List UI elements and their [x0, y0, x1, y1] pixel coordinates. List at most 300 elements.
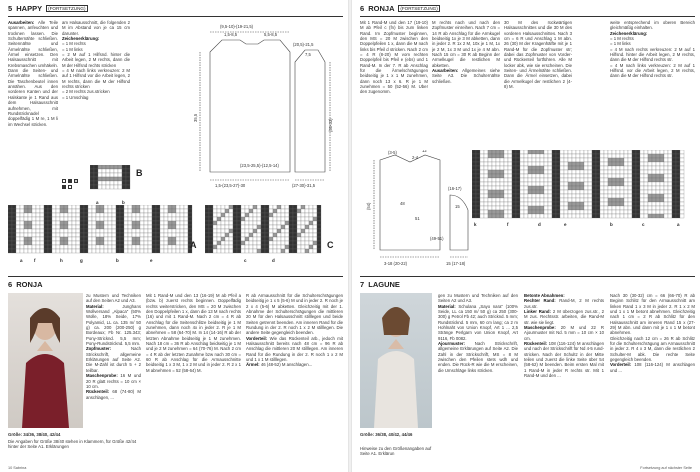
chart-cell [600, 194, 604, 198]
chart-cell [84, 233, 88, 237]
chart-cell [568, 178, 572, 182]
chart-cell [508, 178, 512, 182]
chart-cell [612, 158, 616, 162]
chart-cell [84, 249, 88, 253]
chart-cell [237, 225, 241, 229]
chart-cell [604, 206, 608, 210]
chart-cell [520, 178, 524, 182]
chart-cell [576, 194, 580, 198]
chart-cell [604, 150, 608, 154]
chart-cell [265, 241, 269, 245]
chart-cell [680, 154, 684, 158]
chart-cell [640, 182, 644, 186]
chart-cell [164, 233, 168, 237]
paragraph-text: Junghans Wollversand „Alpaca" (50% Wolle, 18% Seide, 17% Polyamid, LL ca. 135 m/ 50 g) ca. 200 (200-250) g Bordeaux; Fb Nr. 125.343; Pony-Stricknd. 5,5 mm; Pony-Rundstricknd. 5,5 mm. [86, 303, 141, 347]
chart-cell [180, 249, 184, 253]
chart-cell [273, 233, 277, 237]
chart-cell [616, 214, 620, 218]
chart-cell [640, 190, 644, 194]
chart-cell [628, 202, 632, 206]
chart-cell [544, 162, 548, 166]
chart-cell [172, 233, 176, 237]
chart-cell [241, 229, 245, 233]
chart-cell [504, 174, 508, 178]
chart-cell [297, 209, 301, 213]
chart-cell [660, 174, 664, 178]
chart-cell [584, 170, 588, 174]
chart-cell [28, 221, 32, 225]
chart-cell [512, 166, 516, 170]
chart-cell [624, 214, 628, 218]
chart-cell [269, 225, 273, 229]
chart-cell [180, 209, 184, 213]
chart-cell [528, 174, 532, 178]
paragraph-text: = 1 M links [610, 41, 631, 47]
chart-cell [12, 213, 16, 217]
paragraph-text: gen zu Mustern und Techniken auf den Seiten A2 und A3. [438, 293, 518, 304]
chart-cell [253, 225, 257, 229]
chart-cell [116, 221, 120, 225]
chart-cell [108, 233, 112, 237]
size-note: Die Angaben für Größe 38/40 stehen in Klammern, für Größe 42/44 hinter der Seite A1. Erklärungen [8, 439, 137, 450]
paragraph-text: 30 M des rückwärtigen Halsausschnittes und die 30 M des vorderen Halsausschnittes. Nach 3 cm = 6 R und Anschlag 1 M abn. 26 (30) M der Kragenhälfte mit je 1 Rand-M für die Zopfmuster str; dabei das Zopfmuster von Vorder- und Rückenteil fortführen. Alle M locker abk, wie sie erscheinen. Die Seiten- und Ärmelnähte schließen. Dann die Ärmel einsetzen, dabei die Armelkugel der restlichen 2 (4-8) M. [504, 20, 572, 90]
chart-cell [652, 150, 656, 154]
chart-cell [96, 205, 100, 209]
chart-cell [180, 245, 184, 249]
chart-cell [80, 209, 84, 213]
chart-pointer-label: f [34, 258, 36, 263]
chart-cell [164, 225, 168, 229]
chart-cell [636, 182, 640, 186]
chart-cell [52, 241, 56, 245]
chart-cell [592, 150, 596, 154]
chart-cell [580, 182, 584, 186]
chart-cell [94, 169, 98, 173]
chart-cell [313, 249, 317, 253]
chart-cell [132, 249, 136, 253]
chart-cell [568, 182, 572, 186]
chart-cell [104, 221, 108, 225]
chart-cell [233, 249, 237, 253]
chart-cell [560, 198, 564, 202]
chart-cell [476, 186, 480, 190]
chart-cell [285, 245, 289, 249]
chart-cell [180, 221, 184, 225]
chart-cell [317, 221, 321, 225]
chart-cell [52, 217, 56, 221]
chart-cell [98, 165, 102, 169]
chart-cell [672, 170, 676, 174]
chart-cell [548, 186, 552, 190]
chart-cell [600, 154, 604, 158]
chart-cell [660, 186, 664, 190]
chart-cell [148, 249, 152, 253]
chart-cell [588, 162, 592, 166]
chart-cell [536, 162, 540, 166]
chart-cell [144, 209, 148, 213]
chart-cell [273, 249, 277, 253]
chart-cell [536, 154, 540, 158]
chart-cell [68, 209, 72, 213]
chart-cell [180, 229, 184, 233]
chart-cell [544, 210, 548, 214]
chart-cell [536, 206, 540, 210]
chart-cell [484, 174, 488, 178]
chart-cell [664, 170, 668, 174]
chart-cell [122, 177, 126, 181]
chart-cell [652, 194, 656, 198]
chart-cell [556, 166, 560, 170]
chart-cell [152, 233, 156, 237]
chart-cell [100, 249, 104, 253]
chart-cell [160, 245, 164, 249]
chart-cell [217, 249, 221, 253]
chart-cell [636, 150, 640, 154]
section-header [8, 280, 43, 289]
chart-cell [72, 213, 76, 217]
paragraph-heading: Ärmel: [246, 362, 260, 368]
chart-cell [608, 154, 612, 158]
chart-cell [293, 205, 297, 209]
text-column [432, 20, 500, 155]
chart-cell [317, 233, 321, 237]
paragraph [8, 20, 58, 127]
chart-cell [156, 241, 160, 245]
chart-cell [140, 237, 144, 241]
chart-cell [80, 237, 84, 241]
chart-cell [92, 229, 96, 233]
chart-cell [676, 186, 680, 190]
chart-cell [24, 221, 28, 225]
chart-cell [588, 166, 592, 170]
chart-cell [241, 241, 245, 245]
chart-cell [16, 221, 20, 225]
chart-cell [572, 150, 576, 154]
paragraph-heading: Vorderteil: [246, 335, 268, 341]
chart-cell [504, 154, 508, 158]
chart-cell [472, 202, 476, 206]
chart-cell [64, 213, 68, 217]
chart-cell [516, 166, 520, 170]
chart-cell [104, 229, 108, 233]
chart-cell [90, 165, 94, 169]
chart-cell [277, 205, 281, 209]
chart-cell [564, 178, 568, 182]
chart-cell [257, 221, 261, 225]
chart-cell [584, 150, 588, 154]
chart-cell [289, 241, 293, 245]
chart-cell [96, 213, 100, 217]
chart-cell [84, 217, 88, 221]
chart-cell [92, 249, 96, 253]
chart-cell [556, 158, 560, 162]
chart-cell [305, 237, 309, 241]
chart-cell [313, 245, 317, 249]
chart-cell [496, 198, 500, 202]
chart-cell [20, 245, 24, 249]
chart-cell [504, 202, 508, 206]
chart-cell [624, 194, 628, 198]
chart-cell [88, 205, 92, 209]
chart-cell [56, 237, 60, 241]
chart-cell [552, 170, 556, 174]
chart-cell [620, 166, 624, 170]
chart-cell [680, 198, 684, 202]
chart-cell [184, 225, 188, 229]
chart-cell [265, 225, 269, 229]
chart-cell [172, 213, 176, 217]
chart-cell [620, 150, 624, 154]
chart-cell [309, 221, 313, 225]
paragraph-text: Allgemeines siehe Seite A3. Die Schulternähte schließen. [432, 68, 500, 84]
dimension-label: 12 [422, 150, 427, 153]
chart-cell [225, 229, 229, 233]
chart-cell [72, 249, 76, 253]
chart-cell [548, 154, 552, 158]
chart-cell [233, 217, 237, 221]
chart-cell [28, 209, 32, 213]
paragraph [432, 20, 500, 68]
chart-cell [269, 205, 273, 209]
chart-cell [72, 225, 76, 229]
chart-cell [488, 178, 492, 182]
chart-cell [233, 221, 237, 225]
chart-cell [520, 166, 524, 170]
chart-cell [132, 225, 136, 229]
chart-cell [229, 241, 233, 245]
chart-cell [628, 170, 632, 174]
chart-cell [600, 170, 604, 174]
chart-cell [281, 209, 285, 213]
chart-cell [636, 210, 640, 214]
chart-cell [261, 205, 265, 209]
chart-cell [612, 202, 616, 206]
chart-cell [245, 229, 249, 233]
chart-cell [544, 150, 548, 154]
chart-cell [114, 173, 118, 177]
chart-cell [126, 181, 130, 185]
chart-cell [108, 205, 112, 209]
chart-cell [233, 241, 237, 245]
chart-cell [656, 166, 660, 170]
chart-cell [305, 217, 309, 221]
chart-cell [488, 170, 492, 174]
chart-cell [249, 225, 253, 229]
chart-cell [20, 249, 24, 253]
chart-cell [636, 166, 640, 170]
chart-cell [209, 241, 213, 245]
chart-pointer-label: c [244, 258, 247, 263]
chart-cell [508, 150, 512, 154]
chart-cell [476, 194, 480, 198]
size-value: 36/38, 40/42, 44/46 [375, 432, 413, 437]
chart-cell [592, 174, 596, 178]
chart-cell [552, 198, 556, 202]
chart-cell [285, 213, 289, 217]
chart-cell [126, 165, 130, 169]
chart-cell [580, 206, 584, 210]
paragraph [86, 293, 141, 304]
chart-cell [484, 158, 488, 162]
chart-cell [48, 233, 52, 237]
chart-cell [176, 245, 180, 249]
model-photo [360, 293, 432, 428]
chart-cell [628, 186, 632, 190]
chart-cell [188, 229, 192, 233]
chart-cell [118, 181, 122, 185]
chart-pointer-label: d [538, 222, 541, 227]
chart-cell [680, 182, 684, 186]
chart-cell [492, 206, 496, 210]
chart-cell [592, 198, 596, 202]
dimension-label: 35,5 [193, 113, 198, 122]
chart-cell [209, 217, 213, 221]
chart-cell [612, 170, 616, 174]
chart-cell [648, 154, 652, 158]
chart-cell [213, 213, 217, 217]
chart-cell [520, 158, 524, 162]
paragraph [62, 20, 130, 36]
dimension-label: 2-4 [412, 155, 419, 160]
chart-cell [44, 245, 48, 249]
chart-cell [293, 229, 297, 233]
chart-cell [225, 233, 229, 237]
chart-cell [492, 178, 496, 182]
chart-cell [120, 221, 124, 225]
chart-cell [624, 170, 628, 174]
chart-cell [176, 217, 180, 221]
chart-cell [548, 198, 552, 202]
chart-cell [241, 209, 245, 213]
chart-cell [188, 209, 192, 213]
chart-cell [257, 241, 261, 245]
chart-cell [612, 186, 616, 190]
chart-cell [112, 205, 116, 209]
chart-cell [520, 174, 524, 178]
chart-cell [88, 229, 92, 233]
chart-cell [472, 214, 476, 218]
chart-cell [512, 214, 516, 218]
chart-cell [656, 150, 660, 154]
paragraph-heading: Material: [438, 303, 456, 309]
paragraph-text: = 2 M auf 1 Hilfsnd. hinter die Arbeit legen, 2 M rechts, dann die M der Hilfsnd rechts stricken [62, 52, 130, 68]
chart-cell [508, 202, 512, 206]
header-rule [360, 16, 695, 17]
chart-cell [60, 233, 64, 237]
chart-cell [628, 190, 632, 194]
chart-cell [504, 178, 508, 182]
chart-cell [289, 217, 293, 221]
chart-cell [636, 190, 640, 194]
chart-cell [110, 169, 114, 173]
chart-cell [576, 162, 580, 166]
chart-cell [305, 249, 309, 253]
chart-cell [616, 182, 620, 186]
chart-cell [576, 198, 580, 202]
chart-cell [297, 245, 301, 249]
chart-cell [24, 245, 28, 249]
chart-cell [520, 150, 524, 154]
chart-cell [132, 213, 136, 217]
chart-cell [524, 182, 528, 186]
chart-cell [269, 213, 273, 217]
chart-cell [176, 213, 180, 217]
chart-cell [524, 158, 528, 162]
chart-cell [472, 150, 476, 154]
chart-cell [616, 166, 620, 170]
chart-cell [660, 182, 664, 186]
chart-cell [584, 162, 588, 166]
chart-cell [90, 177, 94, 181]
chart-cell [116, 229, 120, 233]
chart-cell [277, 233, 281, 237]
pattern-number: 7 [360, 280, 365, 289]
chart-cell [94, 185, 98, 189]
chart-cell [612, 178, 616, 182]
chart-cell [245, 241, 249, 245]
chart-cell [305, 209, 309, 213]
chart-cell [209, 237, 213, 241]
chart-cell [60, 237, 64, 241]
chart-cell [596, 154, 600, 158]
chart-cell [225, 241, 229, 245]
chart-cell [44, 249, 48, 253]
chart-cell [48, 213, 52, 217]
chart-cell [492, 214, 496, 218]
chart-cell [640, 162, 644, 166]
chart-cell [680, 210, 684, 214]
chart-cell [564, 210, 568, 214]
chart-cell [516, 202, 520, 206]
chart-cell [548, 206, 552, 210]
chart-cell [293, 249, 297, 253]
pattern-subtitle: (FORTSETZUNG) [48, 6, 86, 11]
chart-cell [608, 206, 612, 210]
chart-cell [508, 170, 512, 174]
chart-cell [496, 186, 500, 190]
chart-cell [672, 206, 676, 210]
chart-cell [108, 245, 112, 249]
chart-cell [60, 221, 64, 225]
chart-cell [616, 198, 620, 202]
chart-cell [576, 166, 580, 170]
chart-cell [281, 217, 285, 221]
chart-cell [620, 178, 624, 182]
chart-cell [281, 237, 285, 241]
chart-cell [237, 245, 241, 249]
chart-cell [64, 237, 68, 241]
chart-cell [568, 174, 572, 178]
chart-cell [608, 158, 612, 162]
chart-cell [640, 186, 644, 190]
chart-cell [648, 178, 652, 182]
chart-cell [265, 229, 269, 233]
chart-cell [12, 217, 16, 221]
chart-cell [168, 229, 172, 233]
chart-cell [301, 241, 305, 245]
chart-cell [164, 205, 168, 209]
dimension-label: 15 (17-18) [446, 261, 466, 266]
chart-cell [108, 225, 112, 229]
chart-cell [648, 158, 652, 162]
chart-cell [221, 237, 225, 241]
chart-cell [500, 174, 504, 178]
chart-cell [16, 209, 20, 213]
chart-cell [608, 174, 612, 178]
chart-label-c: C [327, 240, 334, 250]
chart-cell [496, 170, 500, 174]
chart-cell [188, 233, 192, 237]
